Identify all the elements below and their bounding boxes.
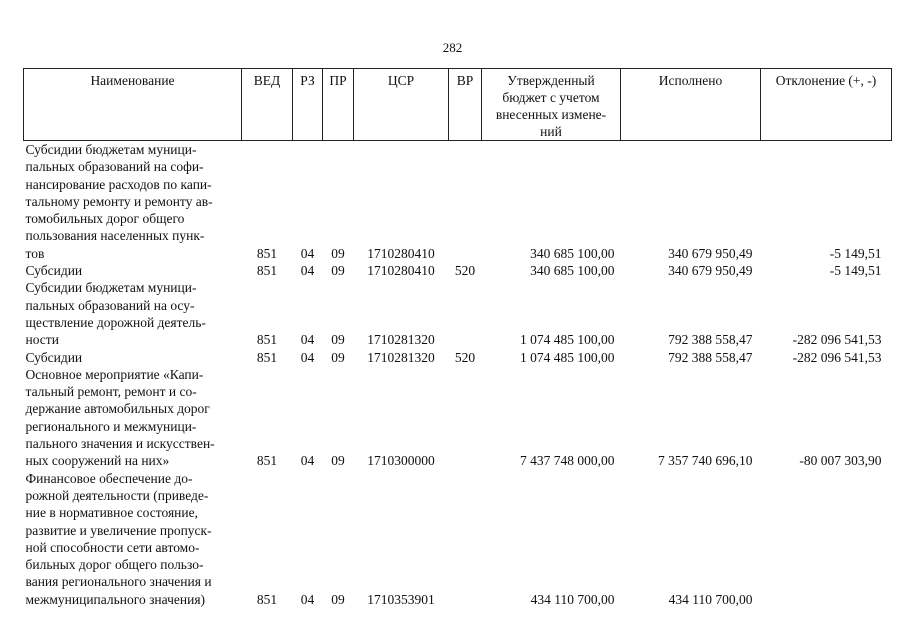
table-body <box>24 141 892 609</box>
row-pr: 09 <box>331 263 345 279</box>
table-row <box>24 349 892 366</box>
row-approved-budget: 1 074 485 100,00 <box>520 332 615 348</box>
table-row <box>24 262 892 279</box>
row-pr: 09 <box>331 453 345 469</box>
row-csr: 1710281320 <box>367 349 435 365</box>
page-number: 282 <box>442 40 463 55</box>
row-approved-budget: 434 110 700,00 <box>530 591 615 607</box>
row-executed: 7 357 740 696,10 <box>658 453 753 469</box>
row-deviation: -80 007 303,90 <box>799 453 882 469</box>
row-vr <box>449 366 482 470</box>
header-ved: ВЕД <box>242 69 293 141</box>
header-rz: РЗ <box>293 69 323 141</box>
row-name: Субсидии бюджетам муници- пальных образований на софи- нансирование расходов по капи- тальному ремонту и ремонту ав- томобильных дорог общего пользования населенных пунк- тов <box>25 142 213 261</box>
header-vr: ВР <box>449 69 482 141</box>
row-pr: 09 <box>331 245 345 261</box>
table-row <box>24 366 892 470</box>
row-name: Основное мероприятие «Капи- тальный ремонт, ремонт и со- держание автомобильных дорог регионального и межмуници- пального значения и искусствен- ных сооружений на них» <box>25 366 215 469</box>
row-approved-budget: 1 074 485 100,00 <box>520 349 615 365</box>
row-executed: 340 679 950,49 <box>668 263 753 279</box>
row-ved: 851 <box>256 591 278 607</box>
row-csr: 1710281320 <box>367 332 435 348</box>
row-rz: 04 <box>300 332 315 348</box>
row-rz: 04 <box>300 591 315 607</box>
header-deviation: Отклонение (+, -) <box>761 69 892 141</box>
row-ved: 851 <box>256 349 278 365</box>
row-ved: 851 <box>256 263 278 279</box>
row-deviation: -282 096 541,53 <box>792 349 882 365</box>
row-ved: 851 <box>256 453 278 469</box>
row-deviation: -5 149,51 <box>829 245 882 261</box>
table-row <box>24 470 892 608</box>
row-executed: 792 388 558,47 <box>668 332 753 348</box>
row-approved-budget: 340 685 100,00 <box>530 263 615 279</box>
row-rz: 04 <box>300 349 315 365</box>
header-executed: Исполнено <box>621 69 761 141</box>
row-vr: 520 <box>454 263 476 279</box>
row-vr <box>449 279 482 348</box>
row-deviation: -5 149,51 <box>829 263 882 279</box>
row-ved: 851 <box>256 245 278 261</box>
header-name: Наименование <box>24 69 242 141</box>
row-executed: 434 110 700,00 <box>668 591 753 607</box>
row-executed: 792 388 558,47 <box>668 349 753 365</box>
table-row <box>24 141 892 263</box>
row-name: Субсидии <box>25 349 83 365</box>
row-rz: 04 <box>300 245 315 261</box>
row-vr: 520 <box>454 349 476 365</box>
row-name: Финансовое обеспечение до- рожной деятельности (приведе- ние в нормативное состояние, развитие и увеличение пропуск- ной способности сети автомо- бильных дорог общего пользо- вания регионального значения и межмуниципального значения) <box>25 470 212 607</box>
row-deviation: -282 096 541,53 <box>792 332 882 348</box>
row-approved-budget: 340 685 100,00 <box>530 245 615 261</box>
row-vr <box>449 141 482 263</box>
header-csr: ЦСР <box>354 69 449 141</box>
budget-execution-table <box>23 68 892 608</box>
row-csr: 1710353901 <box>367 591 435 607</box>
table-header <box>24 69 892 141</box>
row-csr: 1710280410 <box>367 245 435 261</box>
row-approved-budget: 7 437 748 000,00 <box>520 453 615 469</box>
row-vr <box>449 470 482 608</box>
header-approved-budget: Утвержденный бюджет с учетом внесенных измене-ний <box>482 69 621 141</box>
row-pr: 09 <box>331 591 345 607</box>
row-csr: 1710280410 <box>367 263 435 279</box>
row-ved: 851 <box>256 332 278 348</box>
row-executed: 340 679 950,49 <box>668 245 753 261</box>
header-pr: ПР <box>323 69 354 141</box>
table-row <box>24 279 892 348</box>
row-pr: 09 <box>331 349 345 365</box>
row-deviation <box>761 470 892 608</box>
row-name: Субсидии <box>25 263 83 279</box>
row-rz: 04 <box>300 453 315 469</box>
row-csr: 1710300000 <box>367 453 435 469</box>
row-rz: 04 <box>300 263 315 279</box>
row-name: Субсидии бюджетам муници- пальных образований на осу- ществление дорожной деятель- ности <box>25 280 206 348</box>
row-pr: 09 <box>331 332 345 348</box>
